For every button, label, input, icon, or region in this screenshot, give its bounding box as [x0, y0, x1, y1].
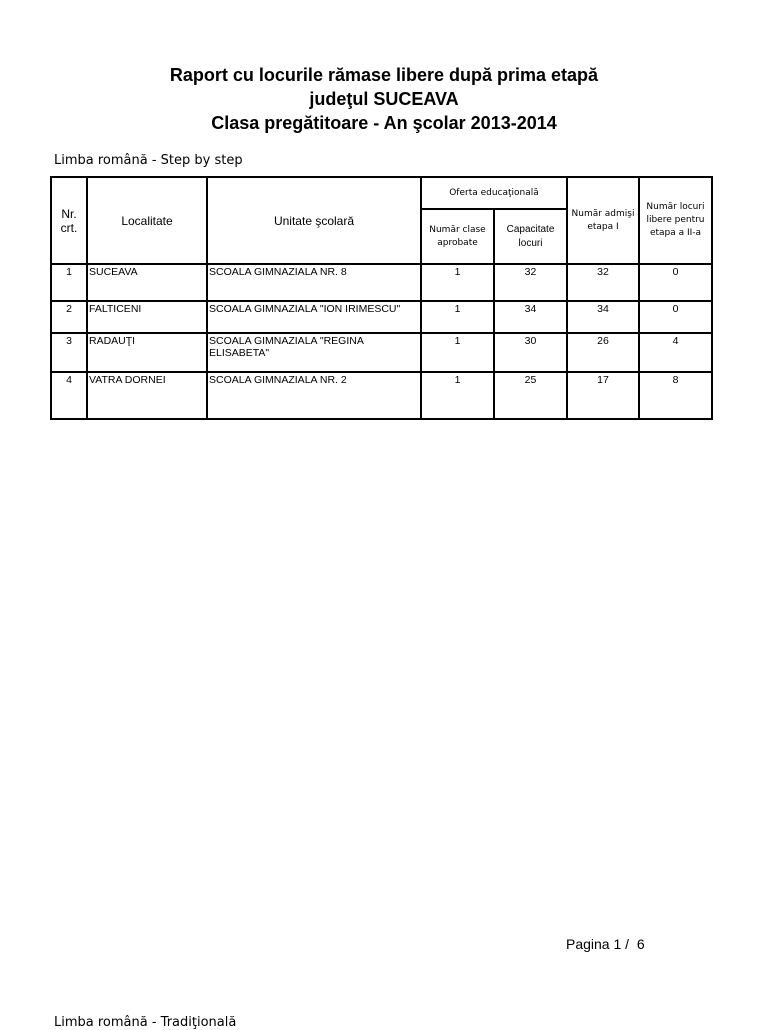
cell-unitate: SCOALA GIMNAZIALA "ION IRIMESCU": [207, 301, 421, 333]
cell-capacitate: 25: [494, 372, 567, 419]
cell-nr: 3: [51, 333, 87, 372]
header-locuri-libere: Număr locuri libere pentru etapa a II-a: [639, 177, 712, 264]
header-nr: Nr. crt.: [51, 177, 87, 264]
header-oferta: Oferta educaţională: [421, 177, 567, 209]
title-line-1: Raport cu locurile rămase libere după prima etapă: [169, 65, 599, 85]
page-number: Pagina 1 / 6: [566, 936, 645, 952]
cell-admisi: 32: [567, 264, 639, 301]
table-header-row: [51, 177, 712, 209]
header-unitate: Unitate şcolară: [207, 177, 421, 264]
cell-clase: 1: [421, 264, 494, 301]
cell-localitate: FALTICENI: [87, 301, 207, 333]
table-row: [51, 372, 712, 419]
cell-capacitate: 34: [494, 301, 567, 333]
cell-nr: 4: [51, 372, 87, 419]
table-row: [51, 264, 712, 301]
cell-libere: 8: [639, 372, 712, 419]
cell-capacitate: 32: [494, 264, 567, 301]
cell-libere: 0: [639, 301, 712, 333]
cell-unitate: SCOALA GIMNAZIALA "REGINA ELISABETA": [207, 333, 421, 372]
report-title: [0, 63, 768, 135]
next-section-label: Limba română - Tradiţională: [54, 1015, 237, 1030]
cell-libere: 0: [639, 264, 712, 301]
places-table: [50, 176, 713, 420]
cell-localitate: SUCEAVA: [87, 264, 207, 301]
cell-nr: 2: [51, 301, 87, 333]
section-label: Limba română - Step by step: [54, 153, 243, 168]
header-numar-clase: Număr clase aprobate: [421, 209, 494, 264]
cell-clase: 1: [421, 333, 494, 372]
cell-admisi: 17: [567, 372, 639, 419]
cell-capacitate: 30: [494, 333, 567, 372]
table-row: [51, 333, 712, 372]
cell-admisi: 26: [567, 333, 639, 372]
cell-unitate: SCOALA GIMNAZIALA NR. 2: [207, 372, 421, 419]
header-localitate: Localitate: [87, 177, 207, 264]
cell-libere: 4: [639, 333, 712, 372]
title-line-3: Clasa pregătitoare - An şcolar 2013-2014: [211, 113, 557, 133]
title-line-2: judeţul SUCEAVA: [309, 89, 459, 109]
cell-nr: 1: [51, 264, 87, 301]
cell-clase: 1: [421, 301, 494, 333]
header-admisi: Număr admişi etapa I: [567, 177, 639, 264]
cell-localitate: VATRA DORNEI: [87, 372, 207, 419]
cell-unitate: SCOALA GIMNAZIALA NR. 8: [207, 264, 421, 301]
cell-clase: 1: [421, 372, 494, 419]
header-capacitate: Capacitate locuri: [494, 209, 567, 264]
table-row: [51, 301, 712, 333]
cell-admisi: 34: [567, 301, 639, 333]
cell-localitate: RADAUŢI: [87, 333, 207, 372]
